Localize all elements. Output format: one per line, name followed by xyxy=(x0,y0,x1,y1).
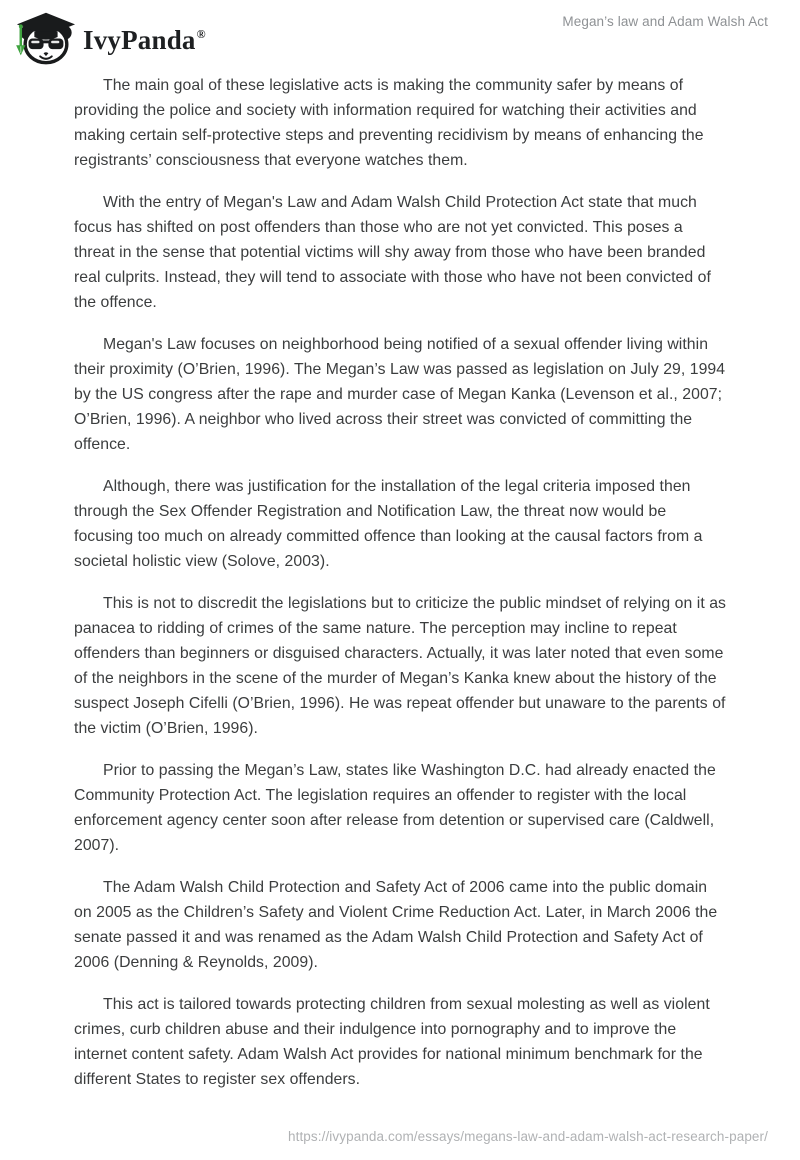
essay-paragraph: This is not to discredit the legislations but to criticize the public mindset of relying on it as panacea to ridding of crimes of the same nature. The perception may incline to repeat offenders than beginners or disguised characters. Actually, it was later noted that even some of the neighbors in the scene of the murder of Megan’s Kanka knew about the history of the suspect Joseph Cifelli (O’Brien, 1996). He was repeat offender but unaware to the parents of the victim (O’Brien, 1996). xyxy=(74,595,726,737)
brand-name-text: IvyPanda xyxy=(83,25,196,55)
essay-body xyxy=(0,70,800,1092)
essay-paragraph: With the entry of Megan's Law and Adam Walsh Child Protection Act state that much focus has shifted on post offenders than those who are not yet convicted. This poses a threat in the sense that potential victims will shy away from those who have been branded real culprits. Instead, they will tend to associate with those who have not been convicted of the offence. xyxy=(74,194,711,311)
registered-trademark: ® xyxy=(196,27,206,41)
essay-paragraph: Although, there was justification for the installation of the legal criteria imposed then through the Sex Offender Registration and Notification Law, the threat now would be focusing too much on already committed offence than looking at the causal factors from a societal holistic view (Solove, 2003). xyxy=(74,478,703,570)
source-url-link[interactable]: https://ivypanda.com/essays/megans-law-and-adam-walsh-act-research-paper/ xyxy=(287,1129,768,1144)
essay-paragraph: This act is tailored towards protecting children from sexual molesting as well as violent crimes, curb children abuse and their indulgence into pornography and to improve the internet content safety. Adam Walsh Act provides for national minimum benchmark for the different States to register sex offenders. xyxy=(74,996,710,1088)
essay-paragraph: Prior to passing the Megan’s Law, states like Washington D.C. had already enacted the Community Protection Act. The legislation requires an offender to register with the local enforcement agency center soon after release from detention or supervised care (Caldwell, 2007). xyxy=(74,762,716,854)
essay-paragraph: The main goal of these legislative acts is making the community safer by means of providing the police and society with information required for watching their activities and making certain self-protective steps and preventing recidivism by means of enhancing the registrants’ consciousness that everyone watches them. xyxy=(74,77,704,169)
document-title: Megan’s law and Adam Walsh Act xyxy=(562,14,768,29)
brand-name xyxy=(83,7,206,68)
essay-paragraph: The Adam Walsh Child Protection and Safety Act of 2006 came into the public domain on 2005 as the Children’s Safety and Violent Crime Reduction Act. Later, in March 2006 the senate passed it and was renamed as the Adam Walsh Child Protection and Safety Act of 2006 (Denning & Reynolds, 2009). xyxy=(74,879,718,971)
brand xyxy=(14,7,206,68)
essay-paragraph: Megan's Law focuses on neighborhood being notified of a sexual offender living within their proximity (O’Brien, 1996). The Megan’s Law was passed as legislation on July 29, 1994 by the US congress after the rape and murder case of Megan Kanka (Levenson et al., 2007; O’Brien, 1996). A neighbor who lived across their street was convicted of committing the offence. xyxy=(74,336,726,453)
page-footer xyxy=(288,1128,768,1146)
page-header xyxy=(0,0,800,70)
panda-graduate-icon xyxy=(14,10,76,65)
